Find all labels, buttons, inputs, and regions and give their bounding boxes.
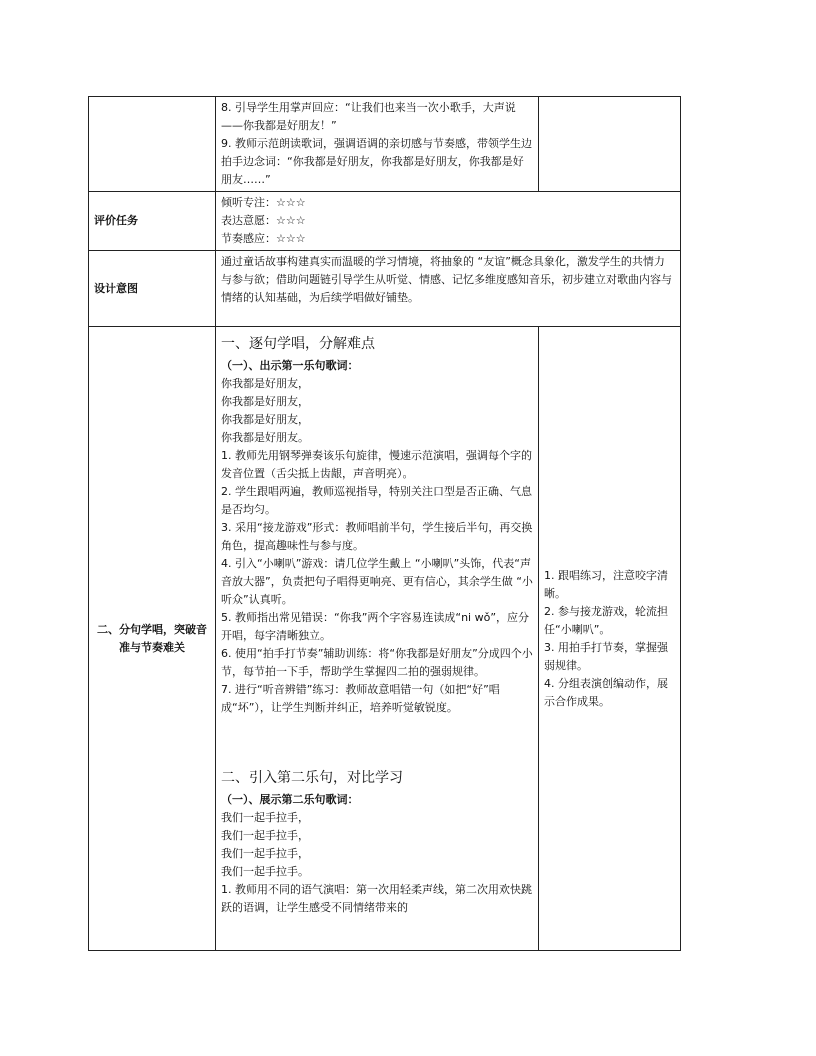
section2-label: 二、分句学唱，突破音准与节奏难关 <box>89 327 216 951</box>
step-item: 7. 进行“听音辨错”练习：教师故意唱错一句（如把“好”唱成“坏”），让学生判断并纠正，培养听觉敏锐度。 <box>221 683 500 714</box>
empty-side-cell <box>539 97 681 192</box>
step-item: 5. 教师指出常见错误：“你我”两个字容易连读成“ni wǒ”，应分开唱，每字清晰独立。 <box>221 611 530 642</box>
part1-heading: 一、逐句学唱，分解难点 <box>221 336 375 352</box>
process-content-cell <box>216 97 539 192</box>
lesson-plan-table <box>88 96 681 951</box>
activity-item: 2. 参与接龙游戏，轮流担任“小喇叭”。 <box>544 604 668 636</box>
part1-subheading: （一）、出示第一乐句歌词： <box>221 359 359 372</box>
section2-content <box>216 327 539 951</box>
step-9: 9. 教师示范朗读歌词，强调语调的亲切感与节奏感，带领学生边拍手边念词：“你我都是好朋友，你我都是好朋友，你我都是好朋友……” <box>221 137 532 186</box>
step-item: 6. 使用“拍手打节奏”辅助训练：将“你我都是好朋友”分成四个小节，每节拍一下手，帮助学生掌握四二拍的强弱规律。 <box>221 647 533 678</box>
part2-subheading: （一）、展示第二乐句歌词： <box>221 793 359 806</box>
step-item: 1. 教师用不同的语气演唱：第一次用轻柔声线，第二次用欢快跳跃的语调，让学生感受不同情绪带来的 <box>221 883 532 914</box>
lyric-line: 我们一起手拉手， <box>221 847 309 860</box>
evaluation-content <box>216 192 681 251</box>
lyric-line: 我们一起手拉手。 <box>221 865 309 878</box>
evaluation-item: 表达意愿：☆☆☆ <box>221 214 306 227</box>
step-item: 2. 学生跟唱两遍，教师巡视指导，特别关注口型是否正确、气息是否均匀。 <box>221 485 532 516</box>
activity-item: 4. 分组表演创编动作，展示合作成果。 <box>544 676 668 708</box>
design-intent-label: 设计意图 <box>89 251 216 327</box>
step-8: 8. 引导学生用掌声回应：“让我们也来当一次小歌手，大声说——你我都是好朋友！” <box>221 101 516 132</box>
lyric-line: 我们一起手拉手， <box>221 811 309 824</box>
step-item: 4. 引入“小喇叭”游戏：请几位学生戴上 “小喇叭”头饰，代表“声音放大器”，负责把句子唱得更响亮、更有信心，其余学生做 “小听众”认真听。 <box>221 557 533 606</box>
lyric-line: 你我都是好朋友， <box>221 413 309 426</box>
student-activity-cell <box>539 327 681 951</box>
lyric-line: 你我都是好朋友， <box>221 377 309 390</box>
design-intent-text: 通过童话故事构建真实而温暖的学习情境，将抽象的 “友谊”概念具象化，激发学生的共情力与参与欲；借助问题链引导学生从听觉、情感、记忆多维度感知音乐，初步建立对歌曲内容与情绪的认知基础，为后续学唱做好铺垫。 <box>216 251 681 327</box>
lyric-line: 你我都是好朋友。 <box>221 431 309 444</box>
lyric-line: 我们一起手拉手， <box>221 829 309 842</box>
evaluation-label: 评价任务 <box>89 192 216 251</box>
activity-item: 3. 用拍手打节奏，掌握强弱规律。 <box>544 640 668 672</box>
lyric-line: 你我都是好朋友， <box>221 395 309 408</box>
table-row <box>89 327 681 951</box>
table-row <box>89 97 681 192</box>
evaluation-item: 倾听专注：☆☆☆ <box>221 196 306 209</box>
spacer <box>221 717 533 763</box>
empty-label-cell <box>89 97 216 192</box>
part2-heading: 二、引入第二乐句，对比学习 <box>221 770 403 786</box>
step-item: 3. 采用“接龙游戏”形式：教师唱前半句，学生接后半句，再交换角色，提高趣味性与参与度。 <box>221 521 533 552</box>
table-row <box>89 251 681 327</box>
evaluation-item: 节奏感应：☆☆☆ <box>221 232 306 245</box>
step-item: 1. 教师先用钢琴弹奏该乐句旋律，慢速示范演唱，强调每个字的发音位置（舌尖抵上齿龈，声音明亮）。 <box>221 449 532 480</box>
table-row <box>89 192 681 251</box>
activity-item: 1. 跟唱练习，注意咬字清晰。 <box>544 568 668 600</box>
